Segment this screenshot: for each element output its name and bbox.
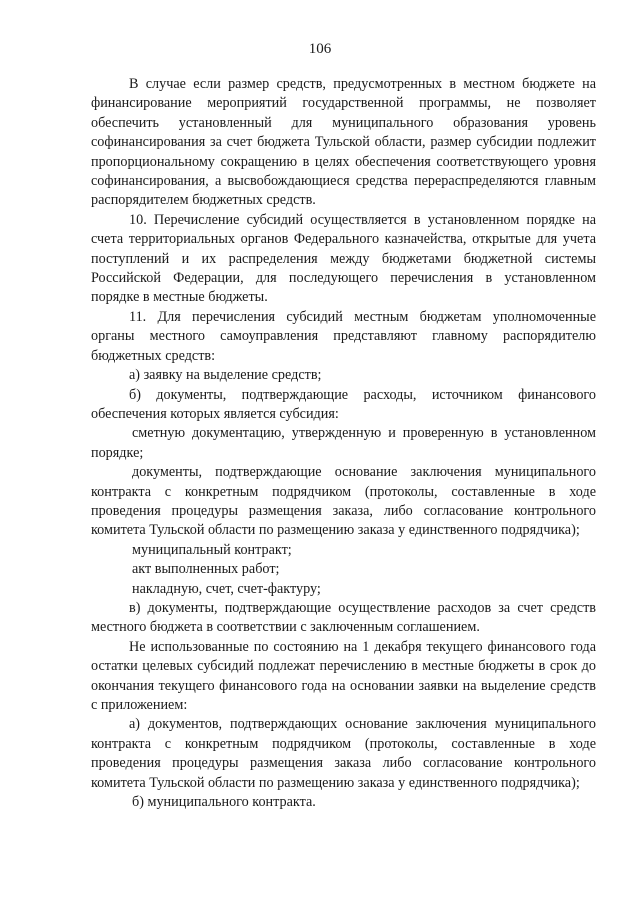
- list-item-a-documents: а) документов, подтверждающих основание заключения муниципального контракта с конкретным подрядчиком (протоколы, составленные в ходе проведения процедуры размещения заказа либо согласование контрольного комитета Тульской области по размещению заказа у единственного подрядчика);: [91, 716, 596, 791]
- paragraph-11-submission: 11. Для перечисления субсидий местным бюджетам уполномоченные органы местного самоуправления представляют главному распорядителю бюджетных средств:: [91, 308, 596, 364]
- list-item-estimate: сметную документацию, утвержденную и проверенную в установленном порядке;: [91, 425, 596, 461]
- list-item-contract-basis: документы, подтверждающие основание заключения муниципального контракта с конкретным подрядчиком (протоколы, составленные в ходе проведения процедуры размещения заказа, либо согласование контрольного комитета Тульской области по размещению заказа у единственного подрядчика);: [91, 464, 596, 539]
- paragraph-cofinancing: В случае если размер средств, предусмотренных в местном бюджете на финансирование мероприятий государственной программы, не позволяет обеспечить установленный для муниципального образования уровень софинансирования за счет бюджета Тульской области, размер субсидии подлежит пропорциональному сокращению в целях обеспечения соответствующего уровня софинансирования, а высвобождающиеся средства перераспределяются главным распорядителем бюджетных средств.: [91, 76, 596, 209]
- list-item-v-expenses: в) документы, подтверждающие осуществление расходов за счет средств местного бюджета в соответствии с заключенным соглашением.: [91, 599, 596, 636]
- document-body: [91, 75, 596, 812]
- paragraph-10-transfer: 10. Перечисление субсидий осуществляется в установленном порядке на счета территориальных органов Федерального казначейства, открытые для учета поступлений и их распределения между бюджетами бюджетной системы Российской Федерации, для последующего перечисления в установленном порядке в местные бюджеты.: [91, 211, 596, 306]
- page-number: 106: [308, 41, 332, 57]
- list-item-a-request: а) заявку на выделение средств;: [129, 367, 322, 384]
- list-item-contract: муниципальный контракт;: [132, 541, 292, 558]
- list-item-act: акт выполненных работ;: [132, 561, 280, 578]
- list-item-invoice: накладную, счет, счет-фактуру;: [132, 580, 321, 597]
- list-item-b-documents: б) документы, подтверждающие расходы, источником финансового обеспечения которых является субсидия:: [91, 386, 596, 422]
- list-item-b-contract: б) муниципального контракта.: [132, 794, 316, 811]
- paragraph-unused-balances: Не использованные по состоянию на 1 декабря текущего финансового года остатки целевых субсидий подлежат перечислению в местные бюджеты в срок до окончания текущего финансового года на основании заявки на выделение средств с приложением:: [91, 638, 596, 713]
